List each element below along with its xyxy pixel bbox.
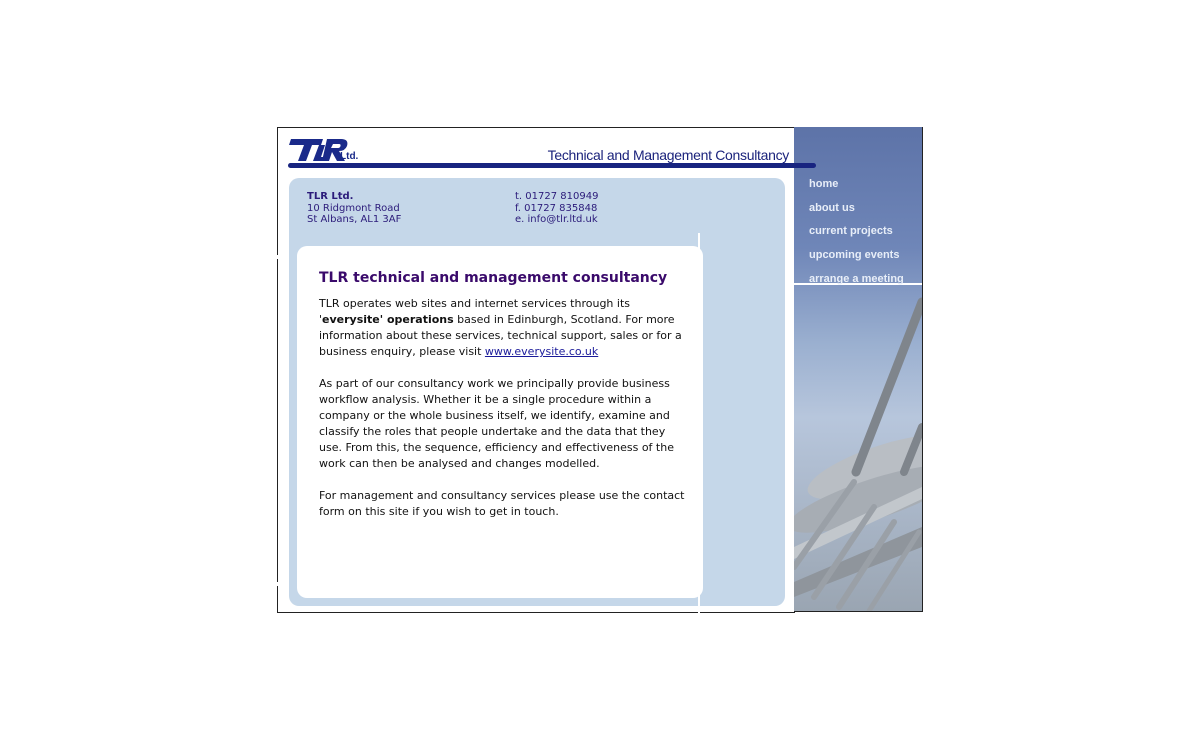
phone-number: t. 01727 810949 xyxy=(515,191,599,202)
nav-item-arrange-a-meeting[interactable]: arrange a meeting xyxy=(809,272,904,285)
site-container xyxy=(277,127,923,613)
main-frame xyxy=(277,127,795,613)
nav-item-upcoming-events[interactable]: upcoming events xyxy=(809,249,900,262)
frame-gap-left-top xyxy=(276,255,279,259)
frame-gap-mid xyxy=(697,607,703,612)
intro-text-start: TLR operates web sites and internet services through its ' xyxy=(319,297,631,326)
everysite-operations-emphasis: everysite' operations xyxy=(322,313,454,326)
main-nav xyxy=(809,173,904,292)
nav-item-current-projects[interactable]: current projects xyxy=(809,225,893,238)
contact-details xyxy=(515,191,598,226)
logo-suffix: Ltd. xyxy=(340,151,359,162)
consultancy-paragraph: As part of our consultancy work we principally provide business workflow analysis. Whether it be a single procedure within a company or the whole business itself, we identify, examine and classify the roles that people undertake and the data that they use. From this, the sequence, efficiency and effectiveness of the work can then be analysed and changes modelled. xyxy=(319,377,674,470)
company-address xyxy=(307,191,401,226)
page-title: TLR technical and management consultancy xyxy=(319,270,668,286)
content-box xyxy=(297,246,703,598)
nav-item-home[interactable]: home xyxy=(809,178,839,190)
frame-gap-left-bottom xyxy=(276,582,279,586)
address-line-1: 10 Ridgmont Road xyxy=(307,202,400,214)
address-line-2: St Albans, AL1 3AF xyxy=(307,214,402,225)
fax-number: f. 01727 835848 xyxy=(515,202,598,214)
contact-paragraph: For management and consultancy services please use the contact form on this site if you wish to get in touch. xyxy=(319,489,685,518)
site-tagline: Technical and Management Consultancy xyxy=(547,147,789,163)
nav-item-about-us[interactable]: about us xyxy=(809,201,855,214)
header-divider xyxy=(288,163,816,168)
everysite-link[interactable]: www.everysite.co.uk xyxy=(484,345,599,358)
intro-text-end: based in Edinburgh, Scotland. For more information about these services, technical support, sales or for a business enquiry, please visit xyxy=(319,313,682,358)
email-address: e. info@tlr.ltd.uk xyxy=(515,214,598,225)
content-box-edge xyxy=(698,233,700,613)
company-name: TLR Ltd. xyxy=(307,191,354,202)
bridge-photo xyxy=(794,127,923,612)
intro-paragraph xyxy=(319,296,689,360)
